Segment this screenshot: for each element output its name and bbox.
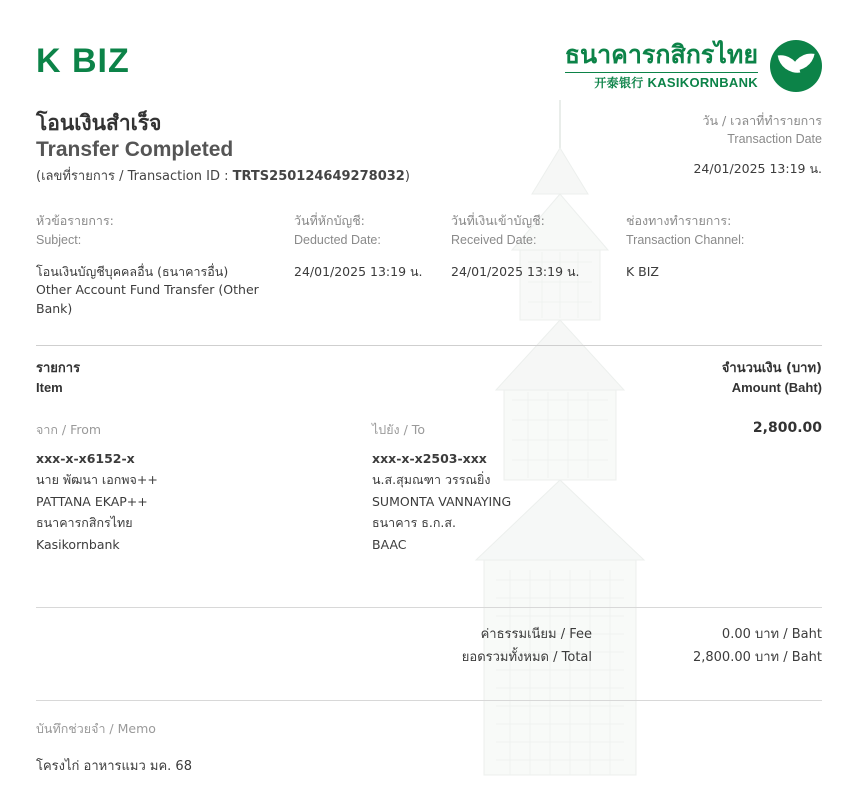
info-col-subject <box>36 212 294 319</box>
bank-brand-divider <box>565 72 758 73</box>
transaction-id-close: ) <box>404 169 410 185</box>
info-col-received-date <box>451 212 626 319</box>
total-value: 2,800.00 บาท / Baht <box>692 649 822 665</box>
kbiz-logo: K BIZ <box>36 42 130 80</box>
party-from <box>36 420 372 556</box>
info-value-received-date: 24/01/2025 13:19 น. <box>451 263 580 279</box>
divider-above-memo <box>36 700 822 701</box>
info-label-deducted-date <box>294 212 451 248</box>
from-bank-en: Kasikornbank <box>36 536 120 552</box>
page-header <box>36 40 822 92</box>
to-account: xxx-x-x2503-xxx <box>372 450 487 466</box>
page-title-en: Transfer Completed <box>36 138 234 162</box>
amount-header <box>722 360 822 398</box>
item-amount-header <box>36 360 822 398</box>
bank-brand-names <box>565 41 758 91</box>
memo-label: บันทึกช่วยจำ / Memo <box>36 720 156 736</box>
info-value-channel: K BIZ <box>626 263 659 279</box>
to-bank-en: BAAC <box>372 536 407 552</box>
info-value-subject-th: โอนเงินบัญชีบุคคลอื่น (ธนาคารอื่น) <box>36 263 229 279</box>
info-label-deducted-date-th: วันที่หักบัญชี: <box>294 213 365 229</box>
bank-name-en <box>565 76 758 91</box>
transaction-date-label-th: วัน / เวลาที่ทำรายการ <box>702 113 822 128</box>
totals-block <box>36 624 822 670</box>
transaction-id-label: (เลขที่รายการ / Transaction ID : <box>36 169 233 185</box>
info-grid <box>36 212 822 319</box>
from-account: xxx-x-x6152-x <box>36 450 135 466</box>
total-label: ยอดรวมทั้งหมด / Total <box>461 649 592 665</box>
divider-above-item-head <box>36 345 822 346</box>
info-label-received-date-th: วันที่เงินเข้าบัญชี: <box>451 213 545 229</box>
transaction-id <box>36 165 410 186</box>
transfer-parties <box>36 420 822 556</box>
info-label-received-date-en: Received Date: <box>451 232 537 247</box>
bank-name-cn: 开泰银行 <box>594 75 644 90</box>
title-row <box>36 110 822 186</box>
info-label-channel <box>626 212 806 248</box>
from-name-th: นาย พัฒนา เอกพจ++ <box>36 472 158 488</box>
info-label-subject <box>36 212 294 248</box>
info-value-subject <box>36 263 294 319</box>
info-label-subject-en: Subject: <box>36 232 82 247</box>
totals-row-fee <box>36 624 822 647</box>
from-bank-th: ธนาคารกสิกรไทย <box>36 515 133 531</box>
info-col-deducted-date <box>294 212 451 319</box>
info-label-channel-en: Transaction Channel: <box>626 232 745 247</box>
to-bank-th: ธนาคาร ธ.ก.ส. <box>372 515 457 531</box>
to-name-th: น.ส.สุมณฑา วรรณยิ่ง <box>372 472 491 488</box>
transaction-id-value: TRTS250124649278032 <box>232 169 405 185</box>
bank-name-th: ธนาคารกสิกรไทย <box>564 40 758 70</box>
divider-above-totals <box>36 607 822 608</box>
transaction-date-value: 24/01/2025 13:19 น. <box>693 161 822 177</box>
fee-value: 0.00 บาท / Baht <box>721 627 822 643</box>
leaf-seal-icon <box>770 40 822 92</box>
info-value-deducted-date: 24/01/2025 13:19 น. <box>294 263 423 279</box>
item-header-th: รายการ <box>36 360 81 376</box>
transfer-amount: 2,800.00 <box>752 419 822 436</box>
item-header <box>36 360 80 398</box>
item-header-en: Item <box>36 379 63 395</box>
info-col-channel <box>626 212 806 319</box>
info-label-received-date <box>451 212 626 248</box>
fee-label: ค่าธรรมเนียม / Fee <box>480 627 592 643</box>
party-to <box>372 420 708 556</box>
totals-row-total <box>36 647 822 670</box>
page-title-th: โอนเงินสำเร็จ <box>36 111 162 135</box>
transaction-date-label-en: Transaction Date <box>727 132 822 147</box>
info-label-deducted-date-en: Deducted Date: <box>294 232 381 247</box>
info-label-channel-th: ช่องทางทำรายการ: <box>626 213 732 229</box>
to-name-en: SUMONTA VANNAYING <box>372 493 512 509</box>
leaf-right-shape <box>791 50 814 73</box>
amount-header-en: Amount (Baht) <box>731 379 822 395</box>
bank-name-en-text: KASIKORNBANK <box>647 74 758 90</box>
from-label: จาก / From <box>36 421 102 437</box>
info-label-subject-th: หัวข้อรายการ: <box>36 213 114 229</box>
info-value-subject-en: Other Account Fund Transfer (Other Bank) <box>36 282 259 317</box>
bank-brand <box>565 40 822 92</box>
title-block <box>36 110 410 186</box>
amount-header-th: จำนวนเงิน (บาท) <box>721 360 822 376</box>
transaction-date-block <box>693 110 822 178</box>
to-label: ไปยัง / To <box>372 421 425 437</box>
from-name-en: PATTANA EKAP++ <box>36 493 148 509</box>
memo-value: โครงไก่ อาหารแมว มค. 68 <box>36 758 192 774</box>
